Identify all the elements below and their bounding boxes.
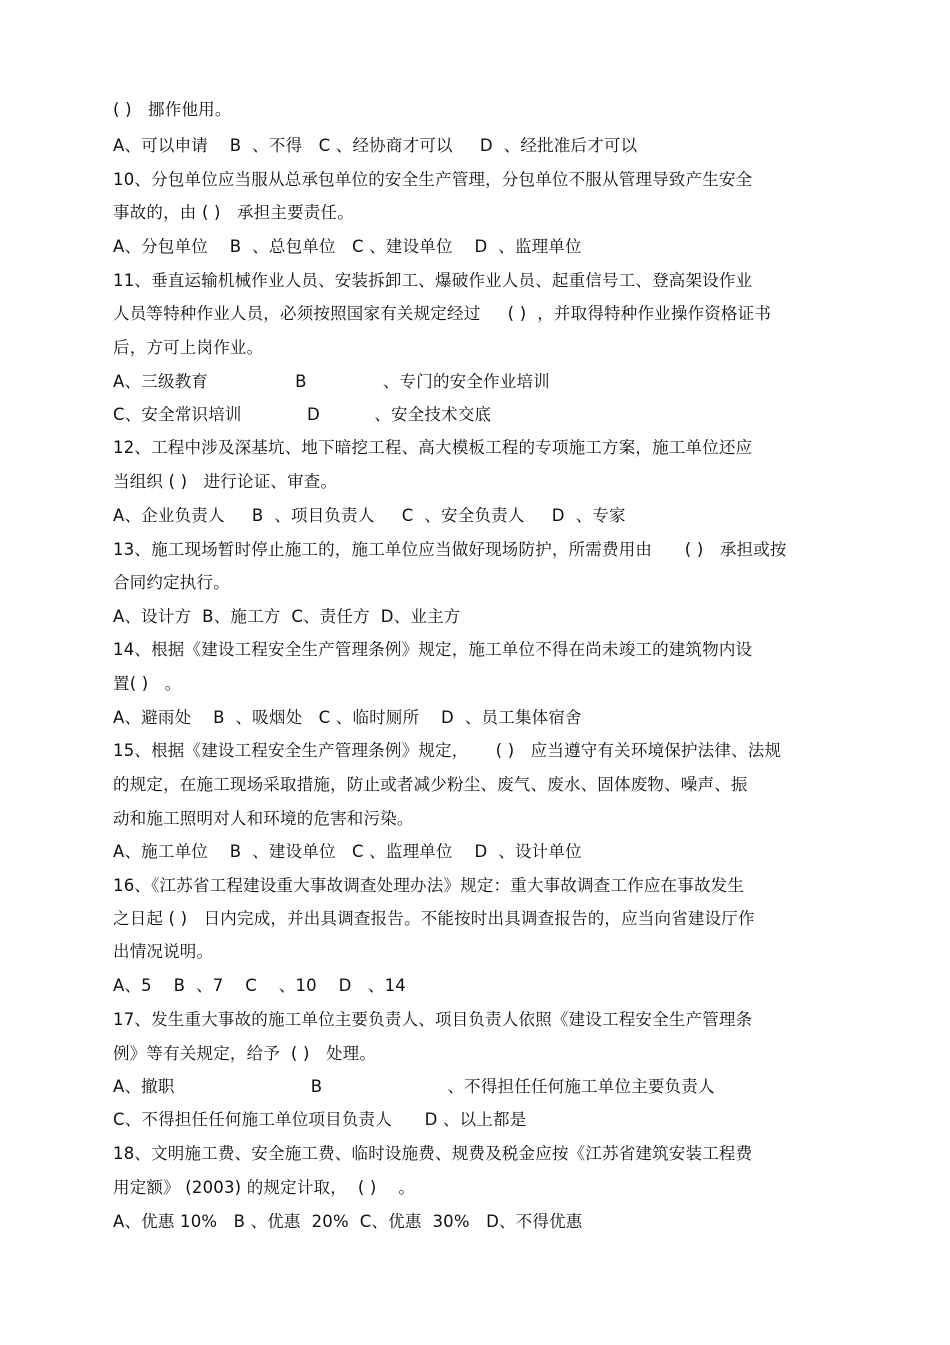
text-line: A、撤职 B 、不得担任任何施工单位主要负责人 — [113, 1077, 715, 1096]
text-line: 合同约定执行。 — [113, 573, 230, 592]
text-line: A、三级教育 B 、专门的安全作业培训 — [113, 372, 550, 391]
text-line: 之日起 ( ) 日内完成，并出具调查报告。不能按时出具调查报告的，应当向省建设厅作 — [113, 909, 755, 928]
text-line: 14、根据《建设工程安全生产管理条例》规定，施工单位不得在尚未竣工的建筑物内设 — [113, 640, 753, 659]
text-line: 事故的，由 ( ) 承担主要责任。 — [113, 203, 354, 222]
text-line: A、优惠 10% B 、优惠 20% C、优惠 30% D、不得优惠 — [113, 1212, 583, 1231]
text-line: 12、工程中涉及深基坑、地下暗挖工程、高大模板工程的专项施工方案，施工单位还应 — [113, 438, 753, 457]
text-line: 的规定，在施工现场采取措施，防止或者减少粉尘、废气、废水、固体废物、噪声、振 — [113, 775, 748, 794]
text-line: 13、施工现场暂时停止施工的，施工单位应当做好现场防护，所需费用由 ( ) 承担或按 — [113, 540, 787, 559]
text-line: 当组织 ( ) 进行论证、审查。 — [113, 472, 338, 491]
text-line: ( ) 挪作他用。 — [113, 100, 232, 119]
text-line: 17、发生重大事故的施工单位主要负责人、项目负责人依照《建设工程安全生产管理条 — [113, 1010, 753, 1029]
text-line: C、不得担任任何施工单位项目负责人 D 、以上都是 — [113, 1110, 527, 1129]
text-line: 人员等特种作业人员，必须按照国家有关规定经过 ( ) ，并取得特种作业操作资格证书 — [113, 304, 772, 323]
text-line: C、安全常识培训 D 、安全技术交底 — [113, 405, 492, 424]
text-line: A、避雨处 B 、吸烟处 C 、临时厕所 D 、员工集体宿舍 — [113, 708, 582, 727]
text-line: A、5 B 、7 C 、10 D 、14 — [113, 976, 406, 995]
text-line: 18、文明施工费、安全施工费、临时设施费、规费及税金应按《江苏省建筑安装工程费 — [113, 1144, 753, 1163]
text-line: 动和施工照明对人和环境的危害和污染。 — [113, 809, 414, 828]
text-line: 用定额》 (2003) 的规定计取， ( ) 。 — [113, 1178, 416, 1197]
text-line: 例》等有关规定，给予 ( ) 处理。 — [113, 1044, 377, 1063]
text-line: 15、根据《建设工程安全生产管理条例》规定， ( ) 应当遵守有关环境保护法律、法规 — [113, 741, 782, 760]
text-line: 出情况说明。 — [113, 942, 214, 961]
text-line: A、分包单位 B 、总包单位 C 、建设单位 D 、监理单位 — [113, 237, 582, 256]
text-line: 16、《江苏省工程建设重大事故调查处理办法》规定：重大事故调查工作应在事故发生 — [113, 876, 745, 895]
text-line: 置( ) 。 — [113, 674, 182, 693]
text-line: A、企业负责人 B 、项目负责人 C 、安全负责人 D 、专家 — [113, 506, 626, 525]
text-line: A、施工单位 B 、建设单位 C 、监理单位 D 、设计单位 — [113, 842, 582, 861]
text-line: A、设计方 B、施工方 C、责任方 D、业主方 — [113, 607, 461, 626]
text-line: 10、分包单位应当服从总承包单位的安全生产管理，分包单位不服从管理导致产生安全 — [113, 170, 753, 189]
text-line: 11、垂直运输机械作业人员、安装拆卸工、爆破作业人员、起重信号工、登高架设作业 — [113, 271, 753, 290]
text-line: A、可以申请 B 、不得 C 、经协商才可以 D 、经批准后才可以 — [113, 136, 638, 155]
text-line: 后，方可上岗作业。 — [113, 338, 264, 357]
